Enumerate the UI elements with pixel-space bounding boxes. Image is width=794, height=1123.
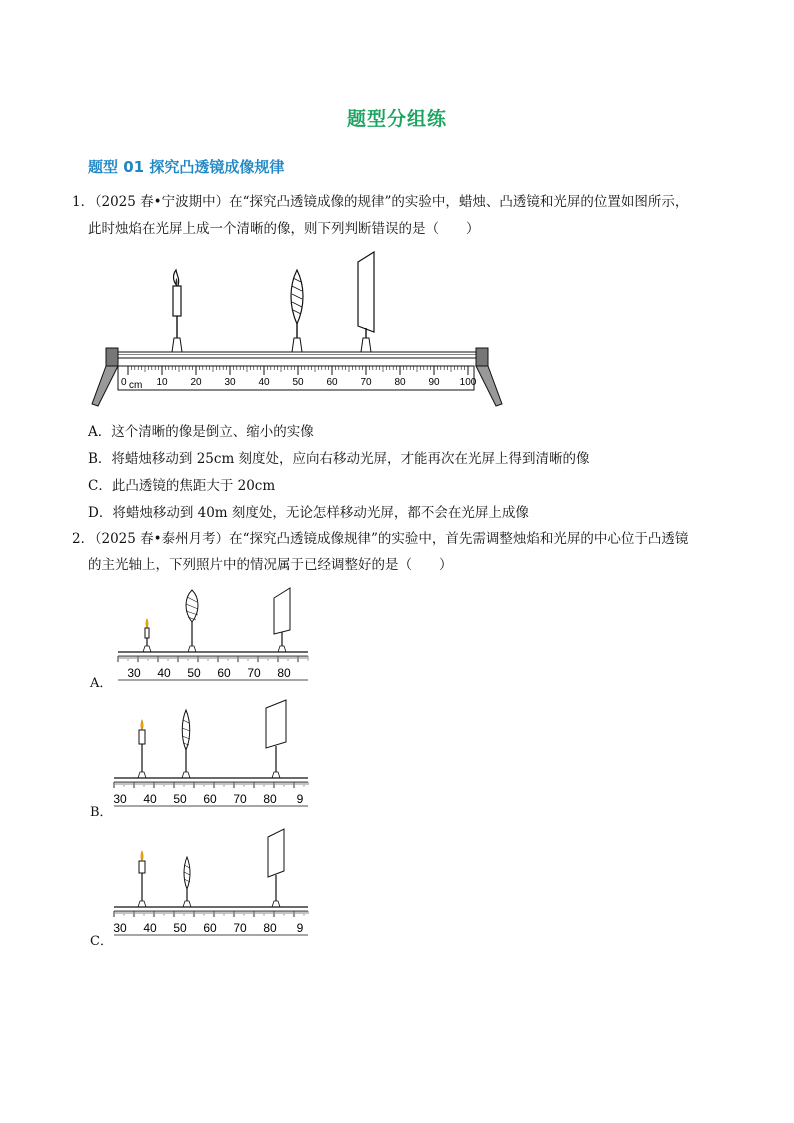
candle-icon [138,851,146,907]
ruler-tick-label: 80 [394,377,406,388]
ruler-tick-label: 20 [190,377,202,388]
ruler-tick-label: 9 [296,921,304,935]
q2-option-b-figure[interactable] [110,698,314,810]
q1-stem-line2: 此时烛焰在光屏上成一个清晰的像，则下列判断错误的是（ ） [88,221,480,237]
q1-stem-line1: （2025 春•宁波期中）在“探究凸透镜成像的规律”的实验中，蜡烛、凸透镜和光屏的位置如图所示， [88,194,689,210]
ruler-tick-label: 50 [173,921,187,935]
ruler-tick-label: 70 [360,377,372,388]
ruler-tick-label: 30 [113,921,127,935]
light-screen-icon [266,700,286,778]
ruler-tick-label: 40 [258,377,270,388]
q1-number: 1． [72,194,95,210]
ruler-tick-label: 60 [203,792,217,806]
section-title: 题型 01 探究凸透镜成像规律 [88,158,285,176]
ruler-tick-label: 50 [173,792,187,806]
ruler-tick-label: 30 [127,666,141,680]
ruler-tick-label: 70 [247,666,261,680]
ruler-tick-label: 60 [203,921,217,935]
light-screen-icon [274,588,290,652]
ruler-tick-label: 80 [263,792,277,806]
ruler-tick-label: 60 [217,666,231,680]
ruler-tick-label: 9 [296,792,304,806]
q1-option-b[interactable]: B．将蜡烛移动到 25cm 刻度处，应向右移动光屏，才能再次在光屏上得到清晰的像 [88,451,590,467]
ruler-tick-label: 30 [224,377,236,388]
ruler-tick-label: 40 [143,921,157,935]
ruler-tick-label: 30 [113,792,127,806]
candle-icon [143,619,151,652]
convex-lens-icon [182,710,190,778]
light-screen-icon [268,829,284,907]
q1-optical-bench-figure [88,248,508,408]
q1-option-c[interactable]: C．此凸透镜的焦距大于 20cm [88,478,276,494]
q2-option-b-label[interactable]: B． [90,805,113,820]
ruler-tick-label: 50 [292,377,304,388]
q2-option-c-figure[interactable] [110,827,314,939]
convex-lens-icon [186,590,198,652]
ruler-tick-label: 10 [156,377,168,388]
q1-option-d[interactable]: D．将蜡烛移动到 40m 刻度处，无论怎样移动光屏，都不会在光屏上成像 [88,505,529,521]
q1-option-a[interactable]: A．这个清晰的像是倒立、缩小的实像 [88,424,314,440]
q2-number: 2． [72,531,95,547]
ruler-tick-label: 70 [233,921,247,935]
ruler-tick-label: 80 [263,921,277,935]
ruler-tick-label: 50 [187,666,201,680]
page-title: 题型分组练 [346,108,447,130]
ruler-tick-label: 80 [277,666,291,680]
q2-option-a-label[interactable]: A． [90,676,113,691]
candle-icon [138,720,146,778]
ruler-tick-label: 100 [459,377,477,388]
ruler-start-label: 0 [121,377,127,388]
q2-option-a-figure[interactable] [114,584,314,684]
ruler-tick-label: 90 [428,377,440,388]
ruler-tick-label: 70 [233,792,247,806]
ruler-tick-label: 40 [143,792,157,806]
ruler-unit-label: cm [129,380,143,391]
convex-lens-icon [183,857,191,907]
ruler-tick-label: 60 [326,377,338,388]
q2-option-c-label[interactable]: C． [90,934,113,949]
ruler-tick-label: 40 [157,666,171,680]
q2-stem-line2: 的主光轴上，下列照片中的情况属于已经调整好的是（ ） [88,557,453,573]
q2-stem-line1: （2025 春•泰州月考）在“探究凸透镜成像规律”的实验中，首先需调整烛焰和光屏的中心位于凸透镜 [88,531,689,547]
